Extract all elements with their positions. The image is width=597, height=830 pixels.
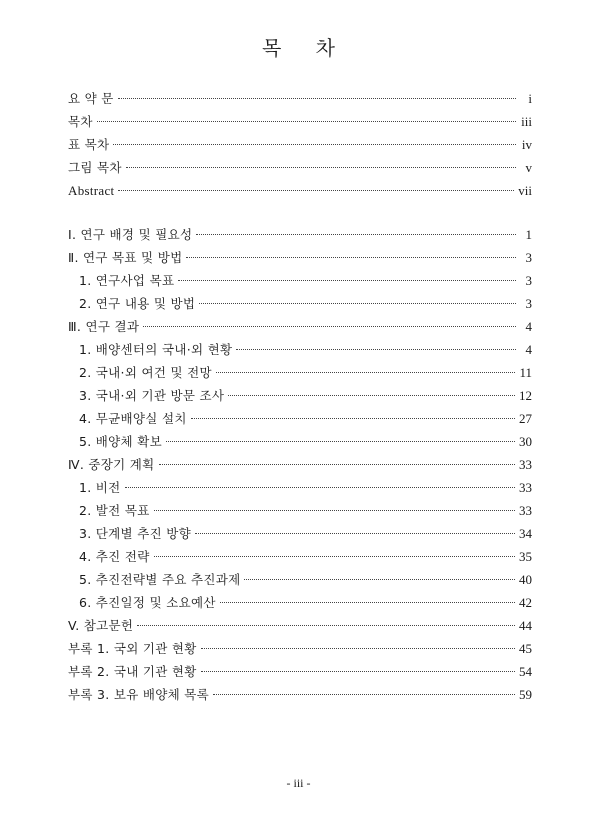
toc-entry[interactable] (68, 87, 532, 110)
dot-leader (126, 167, 516, 168)
toc-entry[interactable] (68, 476, 532, 499)
toc-entry[interactable] (68, 637, 532, 660)
toc-entry-page-number: 4 (525, 319, 532, 334)
dot-leader (195, 533, 515, 534)
dot-leader (125, 487, 515, 488)
toc-entry[interactable] (68, 683, 532, 706)
toc-entry-label: V. 참고문헌 (68, 618, 134, 633)
toc-entry-label: 2. 연구 내용 및 방법 (79, 296, 196, 311)
toc-entry[interactable] (68, 110, 532, 133)
dot-leader (137, 625, 515, 626)
toc-entry-page-number: i (528, 91, 532, 106)
page-title: 목 차 (262, 36, 349, 60)
toc-main-contents (68, 223, 532, 706)
toc-entry[interactable] (68, 315, 532, 338)
toc-entry-label: 부록 1. 국외 기관 현황 (68, 641, 197, 656)
toc-entry-page-number: 42 (519, 595, 532, 610)
toc-entry-label: 2. 국내·외 여건 및 전망 (79, 365, 212, 380)
toc-entry-label: 부록 3. 보유 배양체 목록 (68, 687, 209, 702)
toc-entry-label: Ⅳ. 중장기 계획 (68, 457, 155, 472)
dot-leader (201, 671, 515, 672)
toc-entry-page-number: 30 (519, 434, 532, 449)
dot-leader (154, 510, 515, 511)
toc-entry-page-number: 34 (519, 526, 532, 541)
toc-entry[interactable] (68, 179, 532, 202)
dot-leader (191, 418, 515, 419)
toc-entry-label: 3. 단계별 추진 방향 (79, 526, 191, 541)
toc-entry[interactable] (68, 246, 532, 269)
toc-entry-label: 2. 발전 목표 (79, 503, 150, 518)
dot-leader (201, 648, 515, 649)
dot-leader (159, 464, 515, 465)
page-number-footer: - iii - (286, 776, 311, 790)
dot-leader (178, 280, 516, 281)
toc-front-matter (68, 87, 532, 202)
dot-leader (97, 121, 516, 122)
toc-entry-page-number: 44 (519, 618, 532, 633)
toc-entry[interactable] (68, 545, 532, 568)
toc-entry[interactable] (68, 591, 532, 614)
dot-leader (118, 190, 514, 191)
toc-entry-page-number: 3 (525, 250, 532, 265)
toc-entry-page-number: 59 (519, 687, 532, 702)
dot-leader (154, 556, 515, 557)
toc-entry[interactable] (68, 361, 532, 384)
toc-entry-label: Ⅲ. 연구 결과 (68, 319, 140, 334)
toc-entry-label: 4. 무균배양실 설치 (79, 411, 187, 426)
toc-entry[interactable] (68, 407, 532, 430)
toc-entry-label: 1. 배양센터의 국내·외 현황 (79, 342, 233, 357)
toc-entry-label: 목차 (68, 114, 93, 129)
dot-leader (244, 579, 515, 580)
toc-entry-page-number: 35 (519, 549, 532, 564)
toc-entry-label: Abstract (68, 183, 115, 198)
toc-entry[interactable] (68, 568, 532, 591)
toc-entry[interactable] (68, 384, 532, 407)
toc-entry-label: 1. 연구사업 목표 (79, 273, 175, 288)
toc-entry-page-number: 3 (525, 296, 532, 311)
toc-entry-page-number: 11 (519, 365, 532, 380)
toc-entry-page-number: iii (521, 114, 532, 129)
toc-entry-page-number: vii (518, 183, 532, 198)
toc-entry-page-number: iv (521, 137, 532, 152)
toc-entry-label: 3. 국내·외 기관 방문 조사 (79, 388, 225, 403)
toc-entry[interactable] (68, 223, 532, 246)
toc-entry-page-number: 33 (519, 503, 532, 518)
toc-entry-label: 5. 배양체 확보 (79, 434, 162, 449)
dot-leader (236, 349, 516, 350)
toc-entry-label: 1. 비전 (79, 480, 121, 495)
toc-entry-label: 6. 추진일정 및 소요예산 (79, 595, 216, 610)
dot-leader (228, 395, 515, 396)
toc-entry[interactable] (68, 453, 532, 476)
toc-entry[interactable] (68, 156, 532, 179)
toc-entry-page-number: v (525, 160, 532, 175)
toc-entry-page-number: 33 (519, 457, 532, 472)
toc-entry-label: Ⅰ. 연구 배경 및 필요성 (68, 227, 193, 242)
toc-entry-page-number: 1 (525, 227, 532, 242)
dot-leader (216, 372, 516, 373)
toc-entry-page-number: 54 (519, 664, 532, 679)
toc-entry[interactable] (68, 522, 532, 545)
toc-entry[interactable] (68, 292, 532, 315)
dot-leader (186, 257, 516, 258)
toc-entry[interactable] (68, 133, 532, 156)
toc-entry[interactable] (68, 614, 532, 637)
toc-entry-page-number: 12 (519, 388, 532, 403)
toc-entry-page-number: 40 (519, 572, 532, 587)
dot-leader (220, 602, 515, 603)
dot-leader (143, 326, 516, 327)
toc-entry-label: 표 목차 (68, 137, 110, 152)
toc-entry-page-number: 45 (519, 641, 532, 656)
dot-leader (199, 303, 516, 304)
toc-entry-label: 4. 추진 전략 (79, 549, 150, 564)
toc-entry-page-number: 33 (519, 480, 532, 495)
toc-entry[interactable] (68, 269, 532, 292)
toc-entry-label: 부록 2. 국내 기관 현황 (68, 664, 197, 679)
dot-leader (166, 441, 515, 442)
toc-entry-page-number: 27 (519, 411, 532, 426)
dot-leader (196, 234, 516, 235)
dot-leader (118, 98, 516, 99)
toc-entry-page-number: 3 (525, 273, 532, 288)
toc-entry-label: 요 약 문 (68, 91, 114, 106)
dot-leader (113, 144, 516, 145)
toc-entry[interactable] (68, 660, 532, 683)
toc-entry[interactable] (68, 499, 532, 522)
toc-entry[interactable] (68, 430, 532, 453)
toc-entry-label: 5. 추진전략별 주요 추진과제 (79, 572, 241, 587)
toc-entry-label: Ⅱ. 연구 목표 및 방법 (68, 250, 183, 265)
dot-leader (213, 694, 515, 695)
toc-entry-label: 그림 목차 (68, 160, 122, 175)
toc-entry[interactable] (68, 338, 532, 361)
toc-entry-page-number: 4 (525, 342, 532, 357)
